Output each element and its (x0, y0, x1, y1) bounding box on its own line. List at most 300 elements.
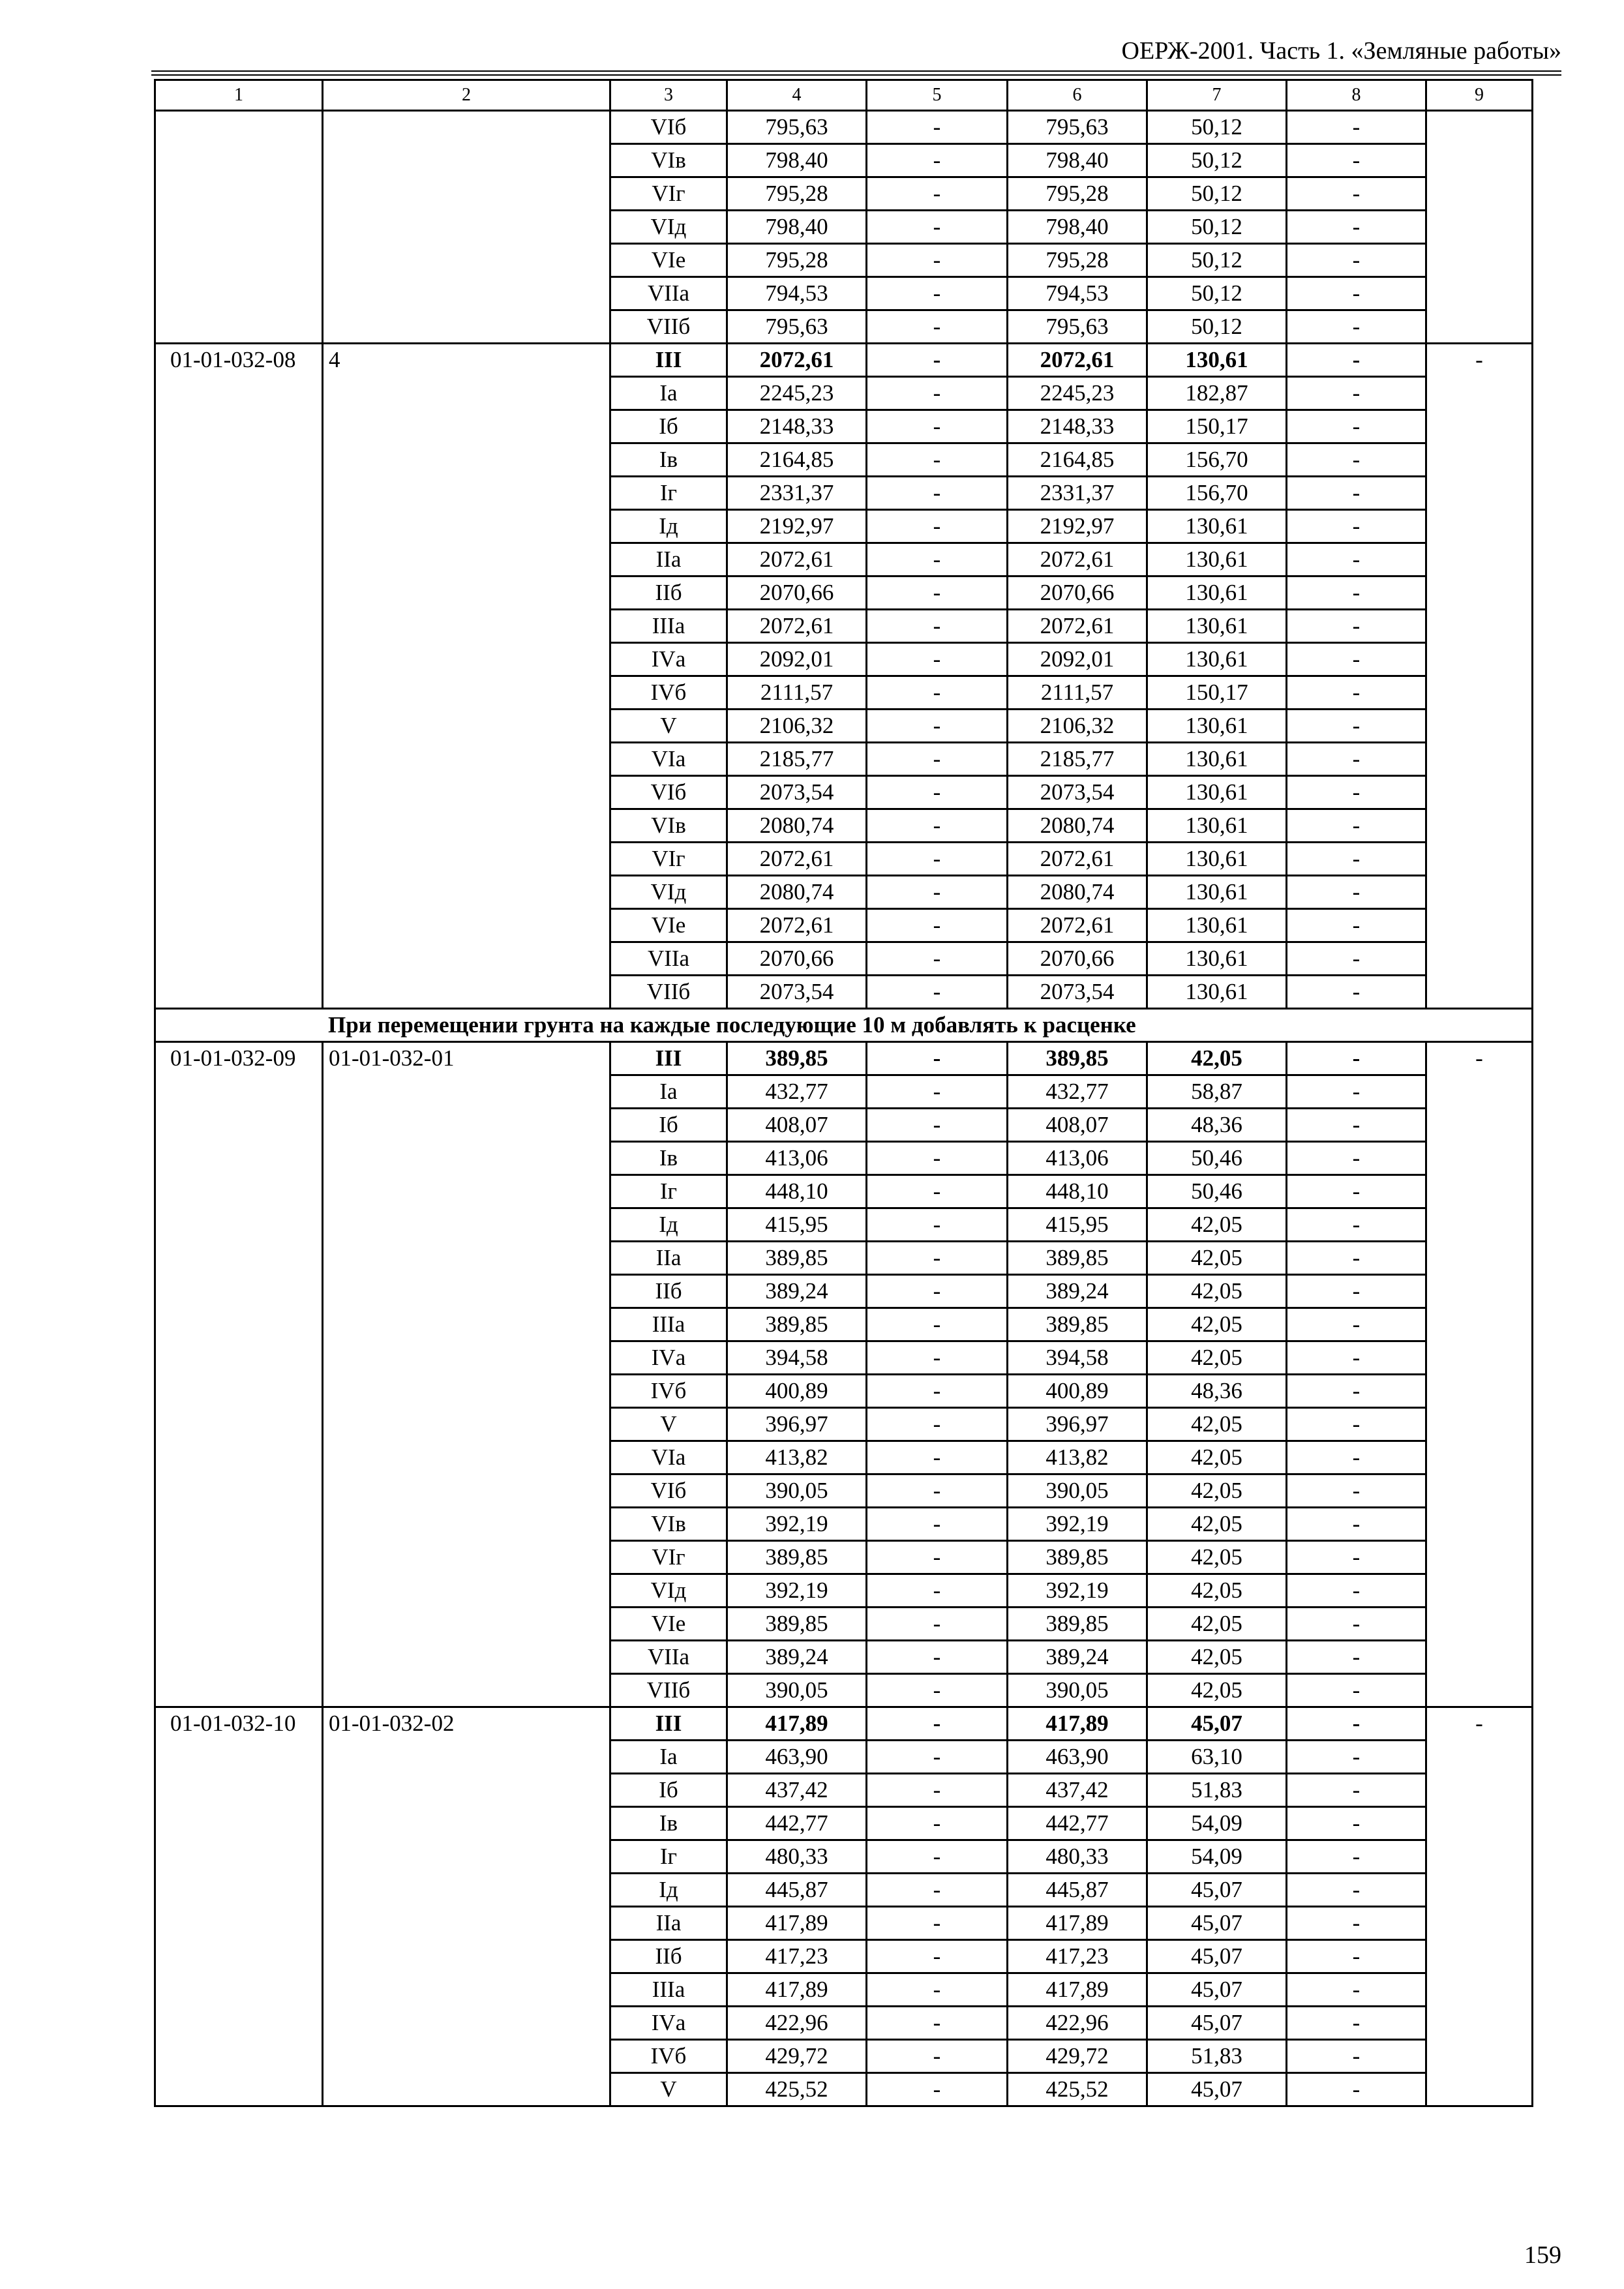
value-cell: 392,19 (727, 1508, 867, 1541)
value-cell: - (867, 1541, 1008, 1574)
value-cell: 413,82 (727, 1441, 867, 1474)
value-cell: 42,05 (1147, 1408, 1287, 1441)
table-row (155, 344, 1533, 377)
value-cell: 392,19 (1008, 1574, 1147, 1608)
soil-group-cell: IVа (610, 643, 727, 676)
value-cell: 130,61 (1147, 576, 1287, 610)
value-cell: 130,61 (1147, 543, 1287, 576)
soil-group-cell: Iг (610, 477, 727, 510)
value-cell: 2092,01 (727, 643, 867, 676)
value-cell: 2106,32 (727, 710, 867, 743)
value-cell: - (1287, 211, 1426, 244)
value-cell: - (867, 610, 1008, 643)
value-cell: 42,05 (1147, 1474, 1287, 1508)
value-cell: 445,87 (1008, 1874, 1147, 1907)
value-cell: - (867, 1308, 1008, 1341)
soil-group-cell: IIб (610, 1940, 727, 1973)
soil-group-cell: IVб (610, 2040, 727, 2073)
value-cell: - (1287, 1341, 1426, 1375)
value-cell: 150,17 (1147, 410, 1287, 443)
value-cell: 2070,66 (727, 942, 867, 976)
soil-group-cell: Iб (610, 410, 727, 443)
value-cell: 42,05 (1147, 1674, 1287, 1707)
value-cell: 2106,32 (1008, 710, 1147, 743)
value-cell: 417,89 (727, 1907, 867, 1940)
column-number: 6 (1008, 80, 1147, 111)
value-cell: 130,61 (1147, 942, 1287, 976)
value-cell: 45,07 (1147, 1973, 1287, 2007)
value-cell: - (867, 909, 1008, 942)
soil-group-cell: IIа (610, 1907, 727, 1940)
value-cell: 54,09 (1147, 1840, 1287, 1874)
value-cell: 2331,37 (727, 477, 867, 510)
value-cell: 448,10 (1008, 1175, 1147, 1208)
value-cell: - (867, 310, 1008, 344)
soil-group-cell: Iб (610, 1109, 727, 1142)
soil-group-cell: Iв (610, 443, 727, 477)
value-cell: - (1287, 1142, 1426, 1175)
value-cell: 795,63 (727, 111, 867, 144)
value-cell: 2073,54 (1008, 776, 1147, 809)
value-cell: - (1287, 1574, 1426, 1608)
value-cell: 50,12 (1147, 277, 1287, 310)
value-cell: 798,40 (727, 144, 867, 177)
value-cell: 442,77 (1008, 1807, 1147, 1840)
soil-group-cell: VIа (610, 1441, 727, 1474)
value-cell: 463,90 (1008, 1741, 1147, 1774)
rates-table-body (155, 80, 1533, 2106)
base-rate-cell: 01-01-032-02 (323, 1707, 610, 2106)
value-cell: - (1287, 1907, 1426, 1940)
value-cell: - (867, 743, 1008, 776)
column-number: 5 (867, 80, 1008, 111)
soil-group-cell: VIIб (610, 1674, 727, 1707)
value-cell: - (867, 1907, 1008, 1940)
value-cell: 2111,57 (727, 676, 867, 710)
value-cell: - (1287, 1508, 1426, 1541)
value-cell: - (867, 1940, 1008, 1973)
value-cell: - (867, 1208, 1008, 1242)
value-cell: - (1287, 942, 1426, 976)
value-cell: 2080,74 (1008, 809, 1147, 843)
soil-group-cell: VIв (610, 809, 727, 843)
soil-group-cell: VIг (610, 177, 727, 211)
value-cell: 51,83 (1147, 1774, 1287, 1807)
value-cell: 480,33 (727, 1840, 867, 1874)
value-cell: - (1287, 2007, 1426, 2040)
soil-group-cell: VIIа (610, 1641, 727, 1674)
value-cell: 389,85 (727, 1608, 867, 1641)
soil-group-cell: IIа (610, 1242, 727, 1275)
value-cell: 45,07 (1147, 2007, 1287, 2040)
value-cell: 2072,61 (1008, 610, 1147, 643)
value-cell: 396,97 (727, 1408, 867, 1441)
value-cell: - (1287, 2040, 1426, 2073)
soil-group-cell: Iв (610, 1142, 727, 1175)
value-cell: - (1287, 1175, 1426, 1208)
soil-group-cell: VIв (610, 144, 727, 177)
header-rule (151, 74, 1561, 76)
value-cell: 42,05 (1147, 1341, 1287, 1375)
soil-group-cell: VIд (610, 1574, 727, 1608)
value-cell: 130,61 (1147, 809, 1287, 843)
value-cell: 394,58 (1008, 1341, 1147, 1375)
value-cell: 2245,23 (727, 377, 867, 410)
value-cell: 437,42 (727, 1774, 867, 1807)
value-cell: - (867, 1774, 1008, 1807)
soil-group-cell: III (610, 344, 727, 377)
value-cell: - (867, 1109, 1008, 1142)
value-cell: - (1287, 543, 1426, 576)
soil-group-cell: V (610, 2073, 727, 2106)
value-cell: 442,77 (727, 1807, 867, 1840)
value-cell: 130,61 (1147, 643, 1287, 676)
value-cell: 417,89 (727, 1973, 867, 2007)
value-cell: - (867, 144, 1008, 177)
value-cell: - (1287, 344, 1426, 377)
value-cell: - (867, 1608, 1008, 1641)
value-cell: - (1287, 1674, 1426, 1707)
value-cell: - (867, 1574, 1008, 1608)
value-cell: 795,28 (1008, 177, 1147, 211)
value-cell: 156,70 (1147, 477, 1287, 510)
value-cell: - (867, 1408, 1008, 1441)
value-cell: - (1287, 1641, 1426, 1674)
value-cell: - (1287, 1474, 1426, 1508)
value-cell: - (1287, 1441, 1426, 1474)
column-number: 3 (610, 80, 727, 111)
value-cell: - (867, 809, 1008, 843)
value-cell: - (867, 111, 1008, 144)
value-cell: 2070,66 (1008, 576, 1147, 610)
value-cell: 389,85 (1008, 1541, 1147, 1574)
value-cell: - (1287, 1973, 1426, 2007)
soil-group-cell: VIд (610, 876, 727, 909)
value-cell: 2073,54 (727, 776, 867, 809)
value-cell: 389,24 (727, 1275, 867, 1308)
soil-group-cell: VIб (610, 776, 727, 809)
value-cell: - (867, 344, 1008, 377)
value-cell: 389,24 (1008, 1641, 1147, 1674)
value-cell: 45,07 (1147, 1707, 1287, 1741)
value-cell: 390,05 (727, 1474, 867, 1508)
value-cell: - (867, 1341, 1008, 1375)
value-cell: - (1287, 1541, 1426, 1574)
value-cell: 130,61 (1147, 776, 1287, 809)
value-cell: 50,46 (1147, 1175, 1287, 1208)
value-cell: - (867, 2007, 1008, 2040)
value-cell: 389,85 (1008, 1308, 1147, 1341)
value-cell: - (867, 443, 1008, 477)
value-cell: 2073,54 (1008, 976, 1147, 1009)
value-cell: 390,05 (1008, 1474, 1147, 1508)
value-cell: 417,23 (727, 1940, 867, 1973)
value-cell: - (867, 410, 1008, 443)
value-cell: - (1287, 144, 1426, 177)
value-cell: 463,90 (727, 1741, 867, 1774)
soil-group-cell: VIIа (610, 277, 727, 310)
value-cell: - (1287, 843, 1426, 876)
value-cell: - (1287, 310, 1426, 344)
value-cell: 2111,57 (1008, 676, 1147, 710)
value-cell: 50,12 (1147, 177, 1287, 211)
value-cell: 2070,66 (1008, 942, 1147, 976)
value-cell: 2072,61 (727, 843, 867, 876)
value-cell: 2164,85 (727, 443, 867, 477)
soil-group-cell: VIб (610, 1474, 727, 1508)
soil-group-cell: IVа (610, 1341, 727, 1375)
value-cell: 50,12 (1147, 310, 1287, 344)
value-cell: - (1287, 743, 1426, 776)
soil-group-cell: VIг (610, 843, 727, 876)
value-cell: 48,36 (1147, 1375, 1287, 1408)
value-cell: - (867, 1075, 1008, 1109)
value-cell: 45,07 (1147, 1874, 1287, 1907)
value-cell: 50,46 (1147, 1142, 1287, 1175)
column-number: 9 (1426, 80, 1533, 111)
rate-code-cell: 01-01-032-10 (155, 1707, 323, 2106)
value-cell: 389,24 (727, 1641, 867, 1674)
value-cell: 394,58 (727, 1341, 867, 1375)
value-cell: 389,24 (1008, 1275, 1147, 1308)
value-cell: 795,28 (1008, 244, 1147, 277)
value-cell: - (1287, 909, 1426, 942)
value-cell: 54,09 (1147, 1807, 1287, 1840)
value-cell: 417,23 (1008, 1940, 1147, 1973)
note-row (155, 1009, 1533, 1042)
value-cell: 798,40 (1008, 144, 1147, 177)
value-cell: - (867, 377, 1008, 410)
value-cell: - (867, 710, 1008, 743)
value-cell: - (867, 1175, 1008, 1208)
soil-group-cell: VIе (610, 1608, 727, 1641)
value-cell: - (867, 211, 1008, 244)
value-cell: 182,87 (1147, 377, 1287, 410)
soil-group-cell: Iв (610, 1807, 727, 1840)
soil-group-cell: Iа (610, 1075, 727, 1109)
value-cell: 130,61 (1147, 976, 1287, 1009)
value-cell: 795,63 (1008, 111, 1147, 144)
value-cell: 50,12 (1147, 111, 1287, 144)
value-cell: 389,85 (727, 1308, 867, 1341)
value-cell: 42,05 (1147, 1275, 1287, 1308)
value-cell: 45,07 (1147, 2073, 1287, 2106)
value-cell: - (867, 1508, 1008, 1541)
value-cell: 390,05 (727, 1674, 867, 1707)
value-cell: - (867, 942, 1008, 976)
value-cell: - (1287, 1042, 1426, 1075)
value-cell: - (867, 676, 1008, 710)
value-cell: - (867, 1674, 1008, 1707)
value-cell: 795,28 (727, 244, 867, 277)
value-cell: 2072,61 (727, 909, 867, 942)
value-cell: 432,77 (1008, 1075, 1147, 1109)
value-cell: 2092,01 (1008, 643, 1147, 676)
value-cell: 2245,23 (1008, 377, 1147, 410)
value-cell: 795,63 (1008, 310, 1147, 344)
value-cell: 156,70 (1147, 443, 1287, 477)
value-cell: - (1287, 676, 1426, 710)
soil-group-cell: Iа (610, 377, 727, 410)
soil-group-cell: IVа (610, 2007, 727, 2040)
soil-group-cell: Iг (610, 1175, 727, 1208)
value-cell: - (1287, 1275, 1426, 1308)
value-cell: 2072,61 (727, 543, 867, 576)
value-cell: - (867, 510, 1008, 543)
value-cell: 2072,61 (727, 610, 867, 643)
value-cell: 389,85 (727, 1042, 867, 1075)
column-number: 8 (1287, 80, 1426, 111)
value-cell: 400,89 (1008, 1375, 1147, 1408)
value-cell: 422,96 (727, 2007, 867, 2040)
value-cell: - (867, 876, 1008, 909)
value-cell: 429,72 (1008, 2040, 1147, 2073)
value-cell: - (1287, 1741, 1426, 1774)
value-cell: 58,87 (1147, 1075, 1287, 1109)
value-cell: - (1287, 976, 1426, 1009)
table-row (155, 1042, 1533, 1075)
value-cell: 42,05 (1147, 1541, 1287, 1574)
value-cell: 42,05 (1147, 1242, 1287, 1275)
value-cell: 130,61 (1147, 344, 1287, 377)
value-cell: 413,06 (1008, 1142, 1147, 1175)
value-cell: - (1287, 1109, 1426, 1142)
value-cell: 42,05 (1147, 1208, 1287, 1242)
value-cell: 50,12 (1147, 211, 1287, 244)
value-cell: 2072,61 (727, 344, 867, 377)
value-cell: 413,82 (1008, 1441, 1147, 1474)
value-cell: - (867, 177, 1008, 211)
value-cell: - (1287, 410, 1426, 443)
value-cell: 798,40 (1008, 211, 1147, 244)
value-cell: - (867, 1741, 1008, 1774)
value-cell: - (1287, 1375, 1426, 1408)
base-rate-cell (323, 111, 610, 344)
value-cell: 50,12 (1147, 244, 1287, 277)
value-cell: 130,61 (1147, 876, 1287, 909)
value-cell: 794,53 (1008, 277, 1147, 310)
value-cell: - (867, 277, 1008, 310)
value-cell: - (1287, 244, 1426, 277)
value-cell: - (867, 1142, 1008, 1175)
value-cell: - (1287, 1208, 1426, 1242)
value-cell: 448,10 (727, 1175, 867, 1208)
soil-group-cell: Iа (610, 1741, 727, 1774)
value-cell: 425,52 (1008, 2073, 1147, 2106)
soil-group-cell: IIIа (610, 610, 727, 643)
value-cell: 795,63 (727, 310, 867, 344)
value-cell: 389,85 (1008, 1042, 1147, 1075)
value-cell: 2080,74 (1008, 876, 1147, 909)
soil-group-cell: IVб (610, 676, 727, 710)
value-cell: 130,61 (1147, 843, 1287, 876)
value-cell: 408,07 (727, 1109, 867, 1142)
value-cell: 2192,97 (727, 510, 867, 543)
value-cell: 445,87 (727, 1874, 867, 1907)
soil-group-cell: Iб (610, 1774, 727, 1807)
value-cell: 432,77 (727, 1075, 867, 1109)
value-cell: 42,05 (1147, 1441, 1287, 1474)
value-cell: - (867, 1707, 1008, 1741)
value-cell: 42,05 (1147, 1308, 1287, 1341)
value-cell: 2148,33 (1008, 410, 1147, 443)
value-cell: 392,19 (1008, 1508, 1147, 1541)
value-cell: 2070,66 (727, 576, 867, 610)
value-cell: - (1287, 1242, 1426, 1275)
value-cell: - (867, 1275, 1008, 1308)
soil-group-cell: VIб (610, 111, 727, 144)
value-cell: - (1287, 1308, 1426, 1341)
value-cell: - (1287, 576, 1426, 610)
column-number: 2 (323, 80, 610, 111)
value-cell: 45,07 (1147, 1907, 1287, 1940)
column-number: 4 (727, 80, 867, 111)
value-cell: - (867, 1375, 1008, 1408)
value-cell: - (1287, 1940, 1426, 1973)
value-cell: - (867, 643, 1008, 676)
soil-group-cell: IIIа (610, 1973, 727, 2007)
value-cell: 130,61 (1147, 510, 1287, 543)
value-cell: 417,89 (727, 1707, 867, 1741)
soil-group-cell: VIд (610, 211, 727, 244)
value-cell: - (867, 1441, 1008, 1474)
rates-table (154, 79, 1533, 2107)
value-cell: 130,61 (1147, 743, 1287, 776)
value-cell: - (1287, 1608, 1426, 1641)
soil-group-cell: III (610, 1042, 727, 1075)
value-cell: 408,07 (1008, 1109, 1147, 1142)
soil-group-cell: Iг (610, 1840, 727, 1874)
value-cell: 63,10 (1147, 1741, 1287, 1774)
value-cell: 2073,54 (727, 976, 867, 1009)
soil-group-cell: IIб (610, 576, 727, 610)
value-cell: 480,33 (1008, 1840, 1147, 1874)
base-rate-cell: 4 (323, 344, 610, 1009)
soil-group-cell: VIе (610, 909, 727, 942)
table-row (155, 1707, 1533, 1741)
page-number: 159 (1524, 2241, 1561, 2269)
value-cell: 389,85 (1008, 1608, 1147, 1641)
value-cell: 415,95 (1008, 1208, 1147, 1242)
value-cell: - (867, 976, 1008, 1009)
value-cell: 390,05 (1008, 1674, 1147, 1707)
value-cell: - (867, 1042, 1008, 1075)
header-rule (151, 70, 1561, 72)
column-number: 1 (155, 80, 323, 111)
value-cell: 2072,61 (1008, 909, 1147, 942)
value-cell: 130,61 (1147, 710, 1287, 743)
value-cell: - (867, 843, 1008, 876)
value-cell: - (1287, 1774, 1426, 1807)
rate-code-cell (155, 111, 323, 344)
value-cell: - (1287, 776, 1426, 809)
soil-group-cell: IVб (610, 1375, 727, 1408)
value-cell: - (1287, 111, 1426, 144)
rate-code-cell: 01-01-032-08 (155, 344, 323, 1009)
column9-cell: - (1426, 1707, 1533, 2106)
value-cell: 417,89 (1008, 1973, 1147, 2007)
column-number: 7 (1147, 80, 1287, 111)
value-cell: - (867, 1973, 1008, 2007)
value-cell: 2185,77 (1008, 743, 1147, 776)
soil-group-cell: III (610, 1707, 727, 1741)
value-cell: - (867, 1474, 1008, 1508)
soil-group-cell: VIа (610, 743, 727, 776)
value-cell: 2164,85 (1008, 443, 1147, 477)
value-cell: - (1287, 443, 1426, 477)
value-cell: 150,17 (1147, 676, 1287, 710)
column9-cell (1426, 111, 1533, 344)
